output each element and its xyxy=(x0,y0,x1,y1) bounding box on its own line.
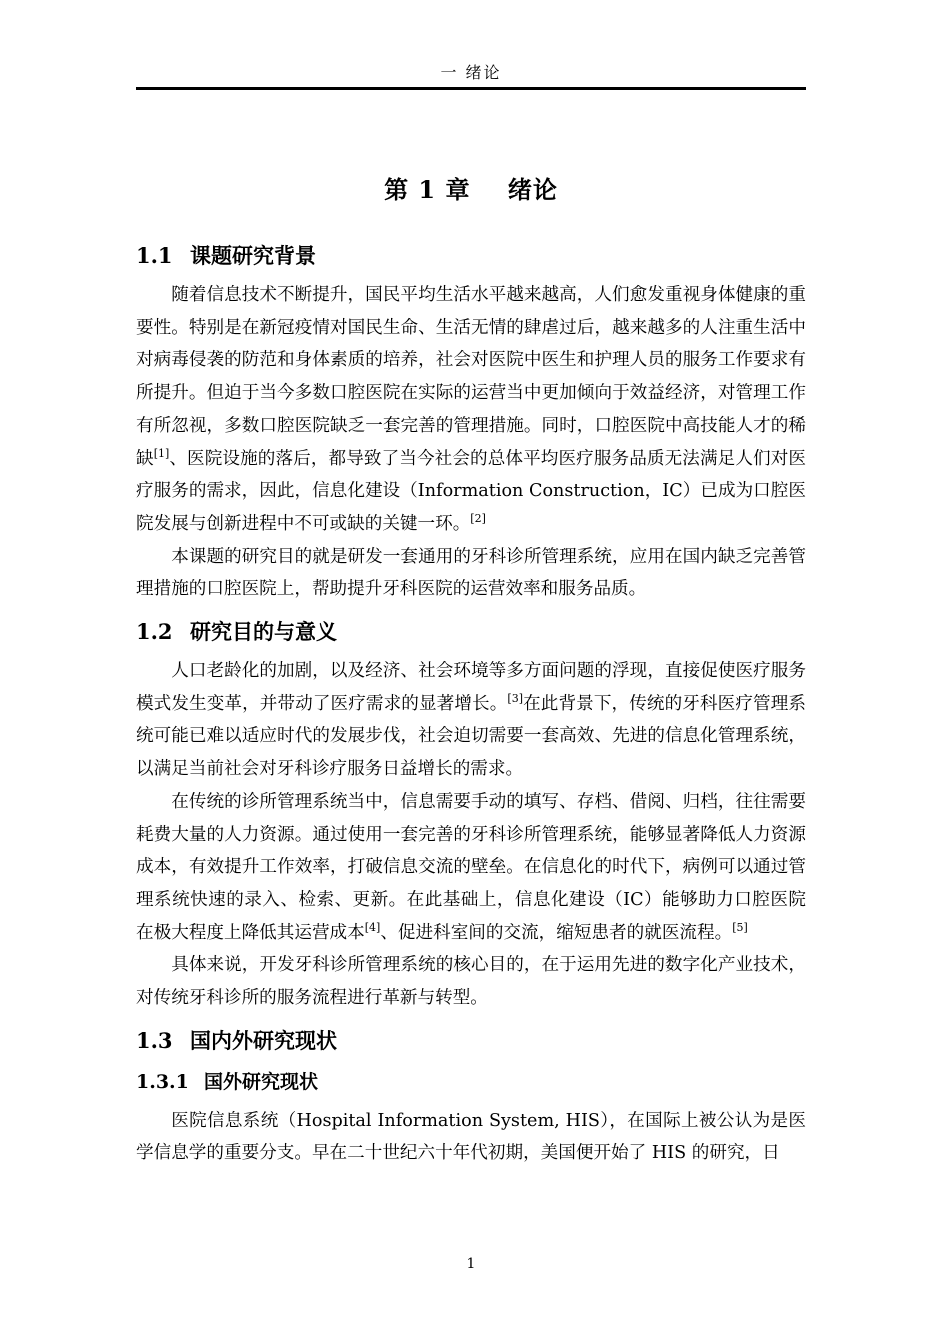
section-title: 课题研究背景 xyxy=(190,243,316,268)
section-heading-1-2 xyxy=(136,614,806,650)
paragraph-text: 在此背景下，传统的牙科医疗管理系统可能已难以适应时代的发展步伐，社会迫切需要一套高效、先进的信息化管理系统，以满足当前社会对牙科诊疗服务日益增长的需求。 xyxy=(136,693,806,780)
paragraph: 医院信息系统（Hospital Information System, HIS），在国际上被公认为是医学信息学的重要分支。早在二十世纪六十年代初期，美国便开始了 HIS 的研究，日 xyxy=(136,1110,806,1164)
page-number: 1 xyxy=(466,1256,476,1272)
section-title: 国内外研究现状 xyxy=(190,1027,337,1053)
page-body xyxy=(136,170,806,1170)
paragraph xyxy=(136,786,806,950)
section-heading-1-1 xyxy=(136,238,806,274)
section-heading-1-3 xyxy=(136,1023,806,1059)
paragraph xyxy=(136,279,806,541)
subsection-heading-1-3-1 xyxy=(136,1065,806,1099)
citation[interactable]: [4] xyxy=(364,920,381,934)
paragraph xyxy=(136,655,806,786)
subsection-number: 1.3.1 xyxy=(136,1070,189,1093)
citation[interactable]: [3] xyxy=(507,691,523,705)
paragraph-text: 人口老龄化的加剧，以及经济、社会环境等多方面问题的浮现，直接促使医疗服务模式发生变革，并带动了医疗需求的显著增长。 xyxy=(136,661,806,714)
section-title: 研究目的与意义 xyxy=(190,619,337,645)
citation[interactable]: [2] xyxy=(470,511,486,525)
paragraph-text: 在传统的诊所管理系统当中，信息需要手动的填写、存档、借阅、归档，往往需要耗费大量的人力资源。通过使用一套完善的牙科诊所管理系统，能够显著降低人力资源成本，有效提升工作效率，打破信息交流的壁垒。在信息化的时代下，病例可以通过管理系统快速的录入、检索、更新。在此基础上，信息化建设（IC）能够助力口腔医院在极大程度上降低其运营成本 xyxy=(136,791,806,943)
paragraph-text: 随着信息技术不断提升，国民平均生活水平越来越高，人们愈发重视身体健康的重要性。特别是在新冠疫情对国民生命、生活无情的肆虐过后，越来越多的人注重生活中对病毒侵袭的防范和身体素质的培养，社会对医院中医生和护理人员的服务工作要求有所提升。但迫于当今多数口腔医院在实际的运营当中更加倾向于效益经济，对管理工作有所忽视，多数口腔医院缺乏一套完善的管理措施。同时，口腔医院中高技能人才的稀缺 xyxy=(136,285,806,469)
paragraph-text: 、医院设施的落后，都导致了当今社会的总体平均医疗服务品质无法满足人们对医疗服务的需求，因此，信息化建设（Information Construction，IC）已成为口腔医院发展与创新进程中不可或缺的关键一环。 xyxy=(136,448,806,534)
paragraph: 本课题的研究目的就是研发一套通用的牙科诊所管理系统，应用在国内缺乏完善管理措施的口腔医院上，帮助提升牙科医院的运营效率和服务品质。 xyxy=(136,546,806,600)
header-rule xyxy=(136,87,806,90)
citation[interactable]: [5] xyxy=(732,920,748,934)
section-number: 1.1 xyxy=(136,243,173,268)
paragraph-text: 、促进科室间的交流，缩短患者的就医流程。 xyxy=(380,922,733,943)
subsection-title: 国外研究现状 xyxy=(204,1070,319,1093)
chapter-title: 第 1 章 绪论 xyxy=(384,175,558,204)
section-number: 1.2 xyxy=(136,619,173,645)
paragraph: 具体来说，开发牙科诊所管理系统的核心目的，在于运用先进的数字化产业技术，对传统牙科诊所的服务流程进行革新与转型。 xyxy=(136,955,806,1009)
citation[interactable]: [1] xyxy=(153,446,170,460)
running-header: 一 绪论 xyxy=(440,63,502,82)
section-number: 1.3 xyxy=(136,1027,173,1053)
